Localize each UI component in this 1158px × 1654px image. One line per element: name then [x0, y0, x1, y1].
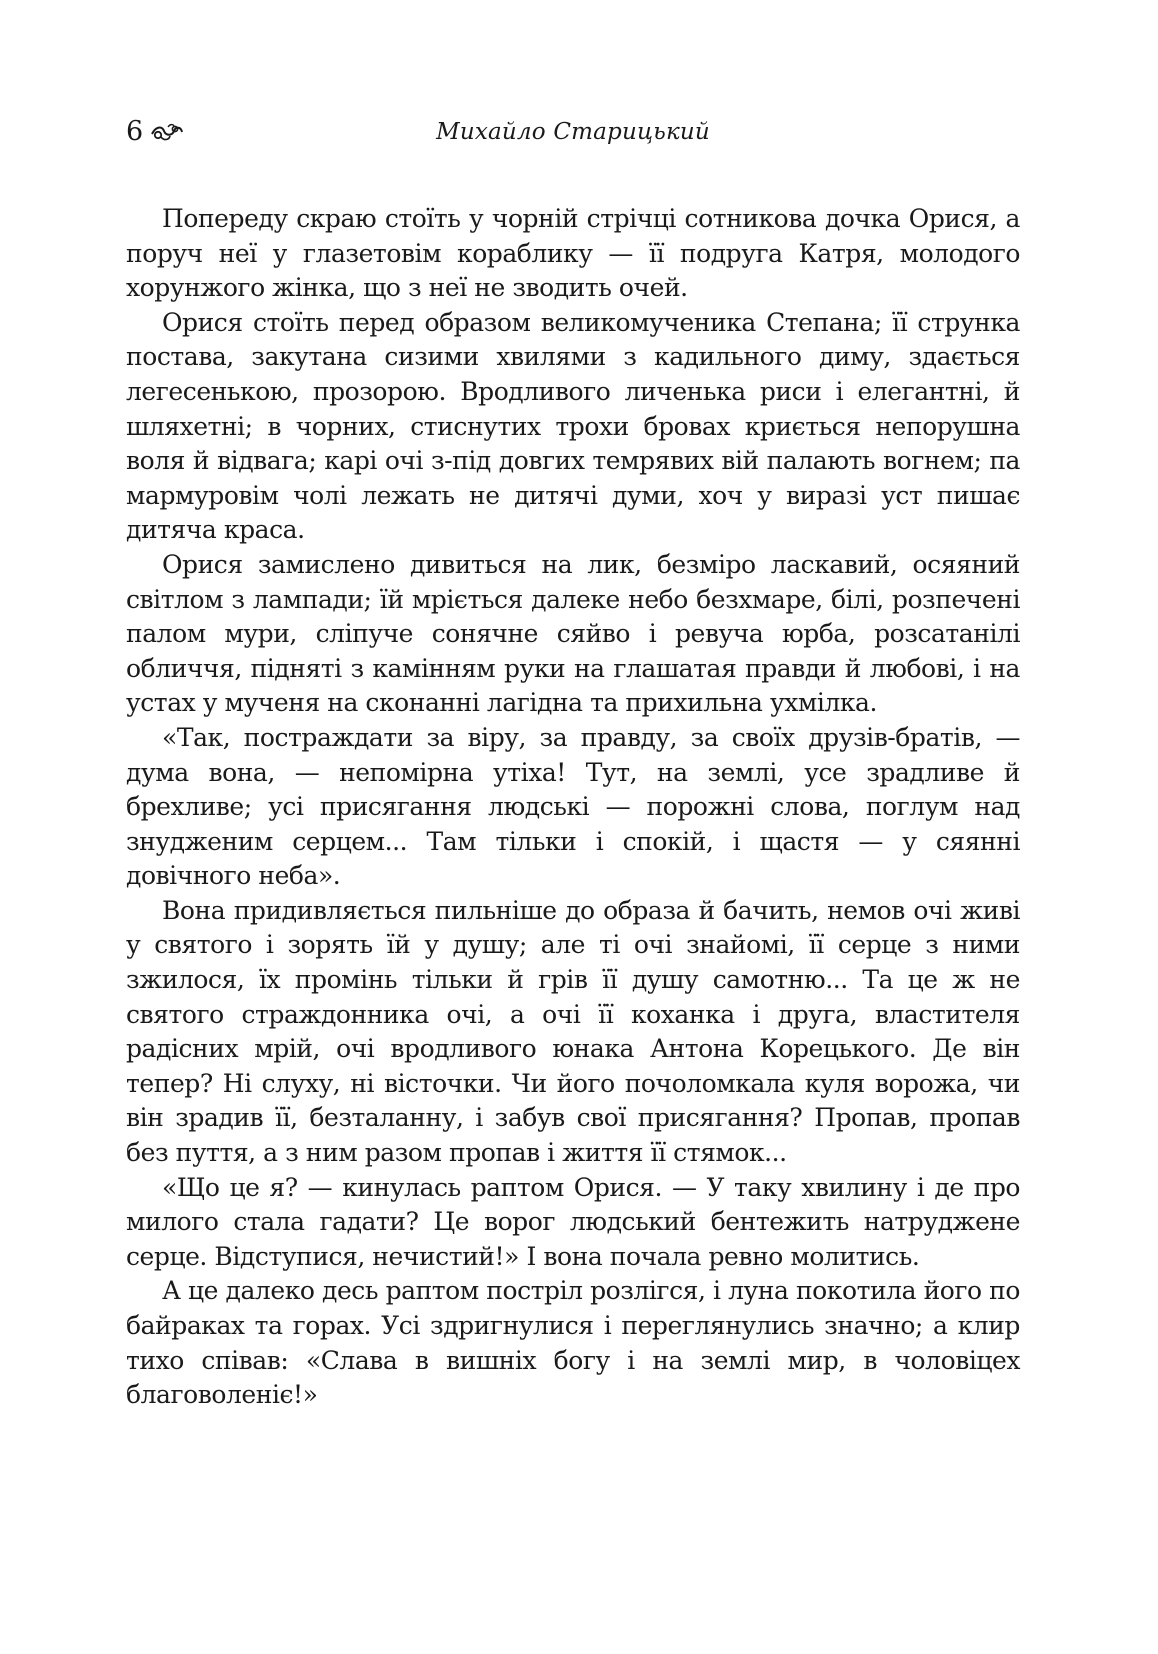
paragraph: Вона придивляється пильніше до образа й бачить, немов очі живі у святого і зорять їй у душу; але ті очі знайомі, її серце з ними зжилося, їх промінь тільки й грів її душу самотню... Та це ж не святого страждонника очі, а очі її коханка і друга, властителя радісних мрій, очі вродливого юнака Антона Корецького. Де він тепер? Ні слуху, ні вісточки. Чи його почоломкала куля ворожа, чи він зрадив її, безталанну, і забув свої присягання? Пропав, пропав без пуття, а з ним разом пропав і життя її стямок...: [126, 895, 1020, 1168]
running-header-author: Михайло Старицький: [436, 119, 710, 145]
paragraph: Попереду скраю стоїть у чорній стрічці сотникова дочка Орися, а поруч неї у глазетовім кораблику — її подруга Катря, молодого хорунжого жінка, що з неї не зводить очей.: [126, 204, 1020, 303]
page-number: 6: [126, 116, 144, 147]
paragraph: Орися стоїть перед образом великомученика Степана; її струнка постава, закутана сизими хвилями з кадильного диму, здається легесенькою, прозорою. Вродливого личенька риси і елегантні, й шляхетні; в чорних, стиснутих трохи бровах криється непорушна воля й відвага; карі очі з-під довгих темрявих вій палають вогнем; па мармуровім чолі лежать не дитячі думи, хоч у виразі уст пишає дитяча краса.: [126, 307, 1020, 545]
running-header: [126, 112, 1020, 152]
body-text: [126, 202, 1020, 1413]
paragraph: «Що це я? — кинулась раптом Орися. — У таку хвилину і де про милого стала гадати? Це ворог людський бентежить натруджене серце. Відступися, нечистий!» І вона почала ревно молитись.: [126, 1172, 1020, 1271]
paragraph: «Так, постраждати за віру, за правду, за своїх друзів-братів, — дума вона, — непомірна утіха! Тут, на землі, усе зрадливе й брехливе; усі присягання людські — порожні слова, поглум над знудженим серцем... Там тільки і спокій, і щастя — у сяянні довічного неба».: [126, 722, 1020, 891]
paragraph: Орися замислено дивиться на лик, безміро ласкавий, осяяний світлом з лампади; їй мріється далеке небо безхмаре, білі, розпечені палом мури, сліпуче сонячне сяйво і ревуча юрба, розсатанілі обличчя, підняті з камінням руки на глашатая правди й любові, і на устах у мученя на сконанні лагідна та прихильна ухмілка.: [126, 549, 1020, 718]
paragraph: А це далеко десь раптом постріл розлігся, і луна покотила його по байраках та горах. Усі здригнулися і переглянулись значно; а клир тихо співав: «Слава в вишніх богу і на землі мир, в чоловіцех благоволеніє!»: [126, 1276, 1020, 1410]
